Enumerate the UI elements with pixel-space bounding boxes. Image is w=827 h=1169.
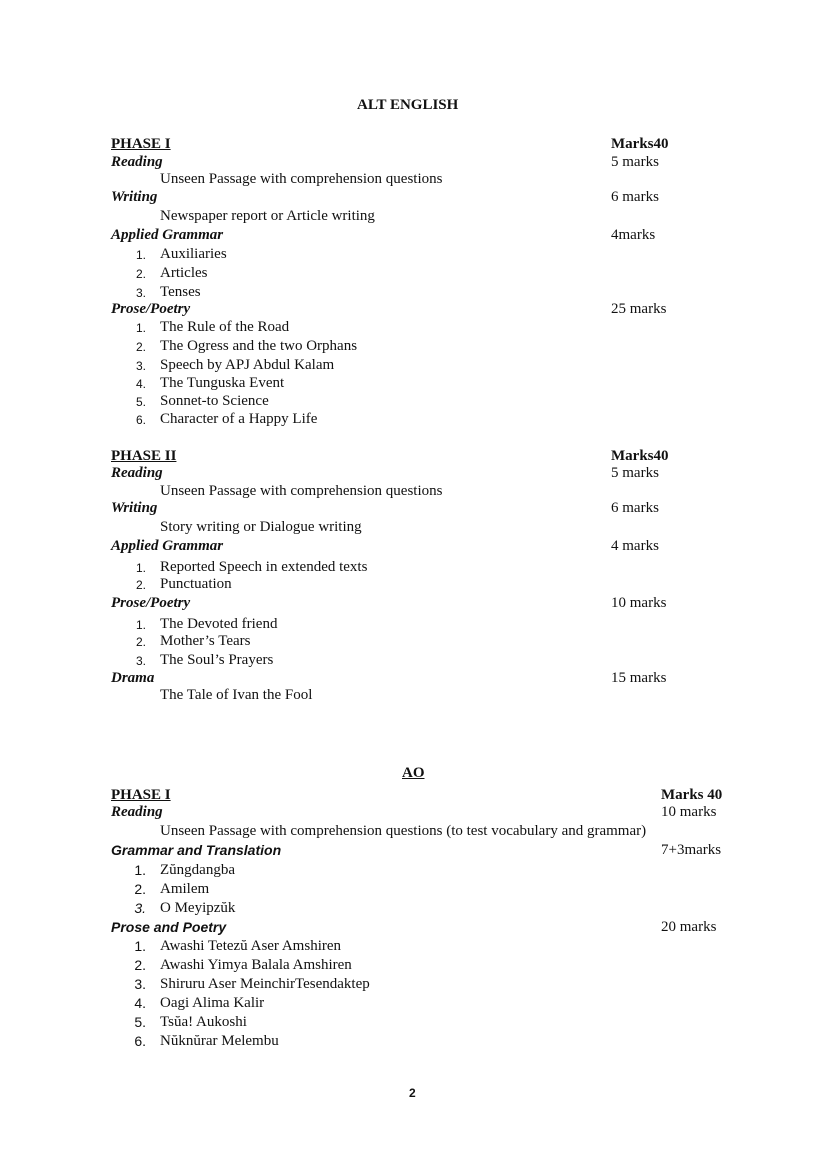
list-number: 3.	[135, 654, 146, 668]
category-marks: 6 marks	[611, 500, 659, 516]
category-label: Grammar and Translation	[111, 842, 282, 858]
list-item: Amilem	[160, 881, 210, 897]
list-number: 3.	[135, 286, 146, 300]
list-number: 5.	[135, 395, 146, 409]
list-number: 2.	[135, 578, 146, 592]
list-number: 1.	[134, 862, 146, 878]
list-number: 3.	[135, 359, 146, 373]
page-number: 2	[409, 1086, 416, 1100]
phase-heading: PHASE I	[111, 136, 171, 152]
list-number: 5.	[134, 1014, 146, 1030]
category-label: Drama	[111, 670, 155, 686]
list-item: The Devoted friend	[160, 616, 278, 632]
list-item: The Ogress and the two Orphans	[160, 338, 358, 354]
category-label: Writing	[111, 189, 158, 205]
category-text: Unseen Passage with comprehension questions (to test vocabulary and grammar)	[160, 823, 647, 839]
list-number: 2.	[135, 267, 146, 281]
category-text: Newspaper report or Article writing	[160, 208, 375, 224]
category-marks: 5 marks	[611, 154, 659, 170]
list-item: Articles	[160, 265, 208, 281]
category-marks: 15 marks	[611, 670, 667, 686]
category-text: Unseen Passage with comprehension questions	[160, 483, 443, 499]
list-item: Oagi Alima Kalir	[160, 995, 265, 1011]
list-number: 1.	[135, 618, 146, 632]
section-title-ao: AO	[402, 765, 425, 781]
list-item: Shiruru Aser MeinchirTesendaktep	[160, 976, 370, 992]
phase-marks: Marks 40	[661, 787, 723, 803]
category-label: Reading	[111, 804, 163, 820]
category-label: Prose/Poetry	[111, 301, 191, 317]
list-item: Awashi Tetezŭ Aser Amshiren	[160, 938, 342, 954]
list-number: 3.	[134, 900, 146, 916]
list-number: 6.	[134, 1033, 146, 1049]
list-number: 1.	[135, 321, 146, 335]
list-number: 4.	[134, 995, 146, 1011]
category-label: Reading	[111, 465, 163, 481]
category-marks: 25 marks	[611, 301, 667, 317]
list-number: 1.	[135, 248, 146, 262]
category-label: Prose/Poetry	[111, 595, 191, 611]
list-item: Speech by APJ Abdul Kalam	[160, 357, 335, 373]
category-label: Applied Grammar	[111, 538, 224, 554]
phase-heading: PHASE II	[111, 448, 177, 464]
category-label: Writing	[111, 500, 158, 516]
list-number: 4.	[135, 377, 146, 391]
list-number: 1.	[134, 938, 146, 954]
list-number: 2.	[134, 881, 146, 897]
phase-marks: Marks40	[611, 448, 669, 464]
category-label: Reading	[111, 154, 163, 170]
category-marks: 4marks	[611, 227, 656, 243]
phase-heading: PHASE I	[111, 787, 171, 803]
list-item: The Tunguska Event	[160, 375, 285, 391]
category-marks: 4 marks	[611, 538, 659, 554]
category-marks: 7+3marks	[661, 842, 722, 858]
phase-marks: Marks40	[611, 136, 669, 152]
list-item: The Rule of the Road	[160, 319, 290, 335]
category-marks: 5 marks	[611, 465, 659, 481]
category-text: The Tale of Ivan the Fool	[160, 687, 313, 703]
category-label: Prose and Poetry	[111, 919, 227, 935]
list-item: Awashi Yimya Balala Amshiren	[160, 957, 352, 973]
list-item: Sonnet-to Science	[160, 393, 269, 409]
list-item: Reported Speech in extended texts	[160, 559, 368, 575]
list-item: O Meyipzŭk	[160, 900, 236, 916]
category-marks: 10 marks	[611, 595, 667, 611]
list-item: Punctuation	[160, 576, 232, 592]
list-number: 2.	[135, 340, 146, 354]
list-item: Character of a Happy Life	[160, 411, 318, 427]
list-item: The Soul’s Prayers	[160, 652, 274, 668]
section-title-alt-english: ALT ENGLISH	[357, 97, 459, 113]
category-marks: 10 marks	[661, 804, 717, 820]
list-number: 2.	[134, 957, 146, 973]
category-label: Applied Grammar	[111, 227, 224, 243]
list-number: 3.	[134, 976, 146, 992]
category-marks: 20 marks	[661, 919, 717, 935]
list-item: Tenses	[160, 284, 201, 300]
list-item: Auxiliaries	[160, 246, 227, 262]
category-text: Story writing or Dialogue writing	[160, 519, 362, 535]
list-item: Nŭknŭrar Melembu	[160, 1033, 279, 1049]
list-item: Tsŭa! Aukoshi	[160, 1014, 247, 1030]
list-item: Zŭngdangba	[160, 862, 235, 878]
list-item: Mother’s Tears	[160, 633, 251, 649]
list-number: 2.	[135, 635, 146, 649]
list-number: 6.	[135, 413, 146, 427]
list-number: 1.	[135, 561, 146, 575]
category-text: Unseen Passage with comprehension questions	[160, 171, 443, 187]
category-marks: 6 marks	[611, 189, 659, 205]
